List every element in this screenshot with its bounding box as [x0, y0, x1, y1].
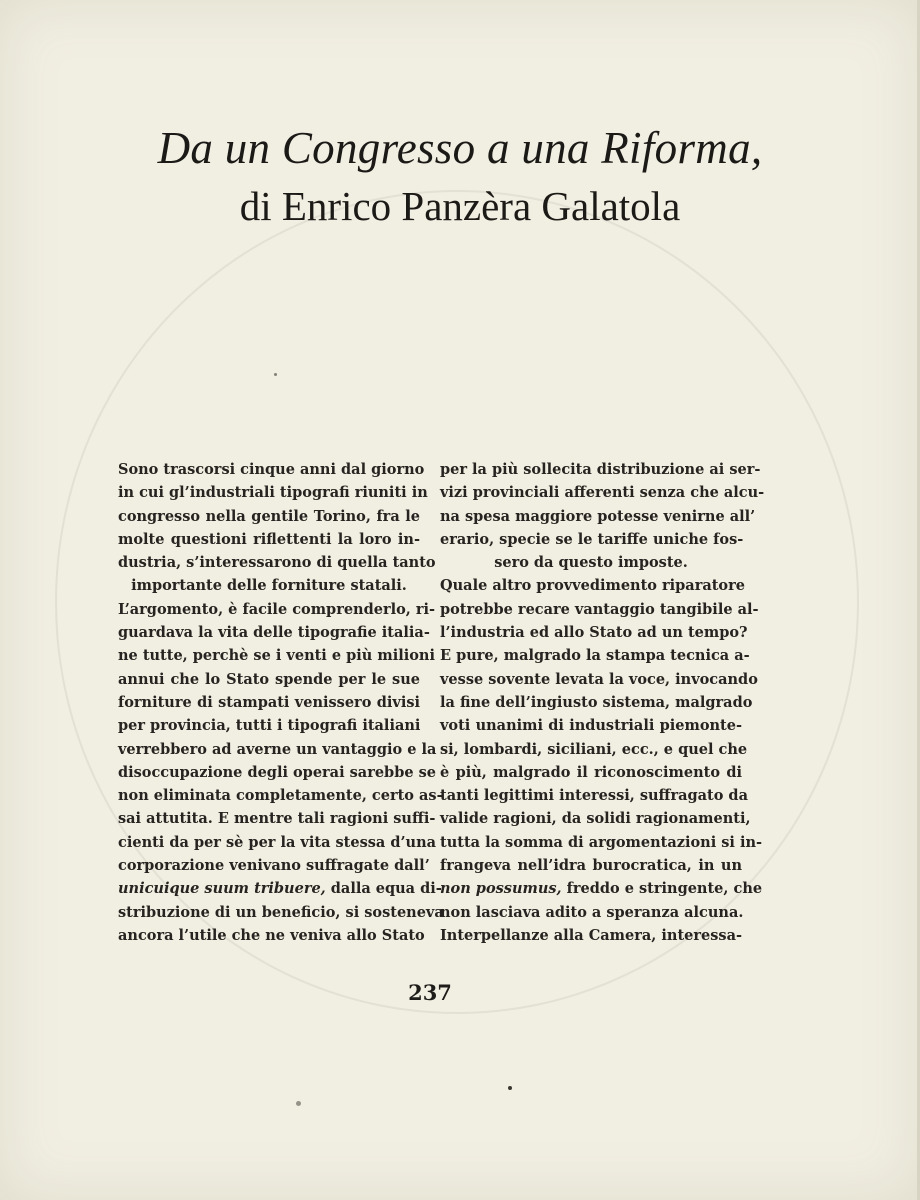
text-line: stribuzione di un beneficio, si sosteneva: [118, 903, 444, 921]
text-line: in cui gl’industriali tipografi riuniti in: [118, 484, 428, 502]
italic-phrase: unicuique suum tribuere,: [118, 880, 326, 898]
text-line: si, lombardi, siciliani, ecc., e quel che: [440, 740, 748, 758]
text-line: annui che lo Stato spende per le sue: [118, 670, 420, 688]
title-author: di Enrico Panzèra Galatola: [239, 183, 681, 229]
text-line: forniture di stampati venissero divisi: [118, 693, 420, 711]
text-line: L’argomento, è facile comprenderlo, ri-: [118, 600, 436, 618]
text-line: verrebbero ad averne un vantaggio e la: [118, 740, 437, 758]
title-main: Da un Congresso a una Riforma,: [157, 123, 763, 173]
page-number: 237: [408, 980, 452, 1005]
text-line: corporazione venivano suffragate dall’: [118, 857, 430, 875]
text-line: valide ragioni, da solidi ragionamenti,: [440, 810, 751, 828]
article-title: [100, 118, 820, 234]
text-line: per la più sollecita distribuzione ai ser-: [440, 461, 761, 478]
text-line: congresso nella gentile Torino, fra le: [118, 507, 420, 525]
text-line: dustria, s’interessarono di quella tanto: [118, 554, 436, 572]
text-line: ne tutte, perchè se i venti e più milioni: [118, 647, 435, 665]
text-fragment: dalla equa di-: [325, 880, 442, 898]
text-line: la fine dell’ingiusto sistema, malgrado: [440, 693, 753, 711]
text-line: tanti legittimi interessi, suffragato da: [440, 787, 748, 805]
text-line: potrebbe recare vantaggio tangibile al-: [440, 600, 759, 618]
text-line: Quale altro provvedimento riparatore: [440, 577, 745, 595]
text-line: tutta la somma di argomentazioni si in-: [440, 833, 763, 851]
text-line: cienti da per sè per la vita stessa d’una: [118, 833, 437, 851]
text-line: è più, malgrado il riconoscimento di: [440, 763, 742, 781]
text-line: E pure, malgrado la stampa tecnica a-: [440, 647, 750, 665]
text-line: na spesa maggiore potesse venirne all’: [440, 507, 756, 525]
text-line: sai attutita. E mentre tali ragioni suffi-: [118, 810, 436, 828]
paper-speck: [296, 1101, 301, 1106]
text-fragment: freddo e stringente, che: [561, 880, 763, 898]
text-line: Sono trascorsi cinque anni dal giorno: [118, 461, 425, 478]
text-line: importante delle forniture statali.: [131, 577, 407, 595]
paper-speck: [274, 373, 277, 376]
text-line-italic: [440, 877, 763, 900]
text-column-left: [118, 458, 444, 947]
text-column-right: [440, 458, 765, 947]
text-line: vesse sovente levata la voce, invocando: [440, 670, 758, 688]
text-line: molte questioni riflettenti la loro in-: [118, 530, 420, 548]
italic-phrase: non possumus,: [440, 880, 562, 898]
text-line: ancora l’utile che ne veniva allo Stato: [118, 926, 425, 944]
text-line: non lasciava adito a speranza alcuna.: [440, 903, 744, 921]
text-line-italic: [118, 877, 442, 900]
text-line: l’industria ed allo Stato ad un tempo?: [440, 624, 748, 642]
text-line: voti unanimi di industriali piemonte-: [440, 717, 742, 735]
paper-speck: [508, 1086, 512, 1090]
text-line: disoccupazione degli operai sarebbe se: [118, 763, 437, 781]
text-line: frangeva nell’idra burocratica, in un: [440, 857, 742, 875]
text-line: vizi provinciali afferenti senza che alcu-: [440, 484, 765, 502]
text-line: Interpellanze alla Camera, interessa-: [440, 926, 742, 944]
text-line: erario, specie se le tariffe uniche fos-: [440, 530, 744, 548]
text-line: guardava la vita delle tipografie italia-: [118, 624, 430, 642]
text-line: per provincia, tutti i tipografi italiani: [118, 717, 421, 735]
text-line: non eliminata completamente, certo as-: [118, 787, 443, 805]
text-line: sero da questo imposte.: [494, 554, 688, 572]
